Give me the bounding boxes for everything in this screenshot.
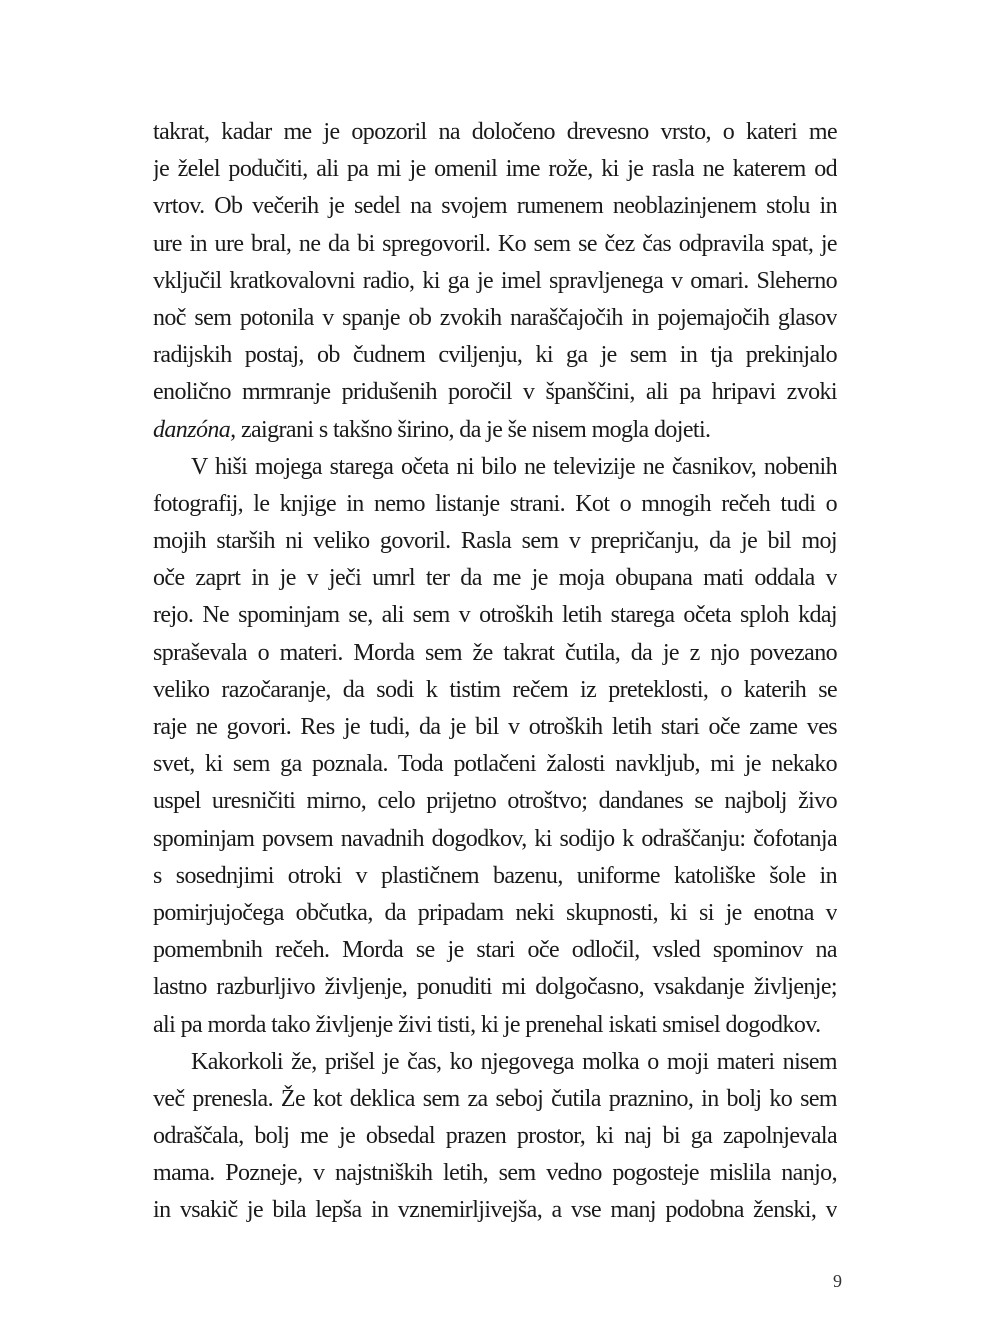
- line-text: spominjam povsem navadnih dogodkov, ki sodijo k odraščanju: čofotanja: [153, 825, 837, 852]
- line-text: vrtov. Ob večerih je sedel na svojem rumenem neoblazinjenem stolu in: [153, 193, 837, 220]
- line-text: s sosednjimi otroki v plastičnem bazenu, uniforme katoliške šole in: [153, 862, 837, 889]
- line-text: oče zaprt in je v ječi umrl ter da me je moja obupana mati oddala v: [153, 565, 837, 592]
- line-text: fotografij, le knjige in nemo listanje strani. Kot o mnogih rečeh tudi o: [153, 490, 837, 517]
- text-line: [153, 709, 837, 746]
- text-line: [153, 114, 837, 151]
- paragraph: [153, 449, 837, 1044]
- line-text: Kakorkoli že, prišel je čas, ko njegovega molka o moji materi nisem: [191, 1048, 837, 1075]
- text-line: [153, 523, 837, 560]
- line-text: V hiši mojega starega očeta ni bilo ne televizije ne časnikov, nobenih: [191, 453, 837, 480]
- text-line: [153, 635, 837, 672]
- text-line: [153, 151, 837, 188]
- line-text: zaigrani s takšno širino, da je še nisem mogla dojeti.: [235, 416, 711, 443]
- text-line: [153, 821, 837, 858]
- text-line: [153, 895, 837, 932]
- text-line: [153, 597, 837, 634]
- text-line: [153, 263, 837, 300]
- italic-word: danzóna,: [153, 416, 236, 443]
- line-text: uspel uresničiti mirno, celo prijetno otroštvo; dandanes se najbolj živo: [153, 788, 837, 815]
- text-line: [153, 1044, 837, 1081]
- line-text: spraševala o materi. Morda sem že takrat čutila, da je z njo povezano: [153, 639, 837, 666]
- line-text: svet, ki sem ga poznala. Toda potlačeni žalosti navkljub, mi je nekako: [153, 751, 837, 778]
- line-text: je želel podučiti, ali pa mi je omenil ime rože, ki je rasla ne katerem od: [153, 156, 837, 183]
- paragraph: [153, 1044, 837, 1230]
- line-text: in vsakič je bila lepša in vznemirljivejša, a vse manj podobna ženski, v: [153, 1197, 837, 1224]
- text-line: [153, 969, 837, 1006]
- text-line: [153, 858, 837, 895]
- line-text: radijskih postaj, ob čudnem cviljenju, ki ga je sem in tja prekinjalo: [153, 342, 837, 369]
- text-line: [153, 1155, 837, 1192]
- line-text: mojih starših ni veliko govoril. Rasla sem v prepričanju, da je bil moj: [153, 528, 837, 555]
- text-line: [153, 560, 837, 597]
- text-line: [153, 746, 837, 783]
- text-line: [153, 1007, 837, 1044]
- text-line: [153, 1081, 837, 1118]
- line-text: takrat, kadar me je opozoril na določeno drevesno vrsto, o kateri me: [153, 119, 837, 145]
- text-line: [153, 337, 837, 374]
- line-text: noč sem potonila v spanje ob zvokih naraščajočih in pojemajočih glasov: [153, 304, 837, 331]
- text-line: [153, 1118, 837, 1155]
- line-text: lastno razburljivo življenje, ponuditi mi dolgočasno, vsakdanje življenje;: [153, 974, 837, 1001]
- line-text: pomembnih rečeh. Morda se je stari oče odločil, vsled spominov na: [153, 937, 837, 964]
- line-text: raje ne govori. Res je tudi, da je bil v otroških letih stari oče zame ves: [153, 714, 837, 740]
- paragraph: [153, 114, 837, 449]
- line-text: vključil kratkovalovni radio, ki ga je imel spravljenega v omari. Sleherno: [153, 267, 837, 294]
- line-text: mama. Pozneje, v najstniških letih, sem vedno pogosteje mislila nanjo,: [153, 1160, 837, 1187]
- text-line: [153, 672, 837, 709]
- text-line: [153, 449, 837, 486]
- line-text: ali pa morda tako življenje živi tisti, ki je prenehal iskati smisel dogodkov.: [153, 1011, 821, 1038]
- text-line: [153, 783, 837, 820]
- text-line: [153, 1192, 837, 1229]
- line-text: enolično mrmranje pridušenih poročil v španščini, ali pa hripavi zvoki: [153, 379, 837, 406]
- text-line: [153, 932, 837, 969]
- text-line: [153, 188, 837, 225]
- text-line: [153, 486, 837, 523]
- line-text: odraščala, bolj me je obsedal prazen prostor, ki naj bi ga zapolnjevala: [153, 1123, 837, 1150]
- line-text: rejo. Ne spominjam se, ali sem v otroških letih starega očeta sploh kdaj: [153, 602, 837, 629]
- line-text: veliko razočaranje, da sodi k tistim rečem iz preteklosti, o katerih se: [153, 676, 837, 703]
- line-text: ure in ure bral, ne da bi spregovoril. Ko sem se čez čas odpravila spat, je: [153, 230, 837, 257]
- text-line: [153, 300, 837, 337]
- line-text: pomirjujočega občutka, da pripadam neki skupnosti, ki si je enotna v: [153, 899, 837, 926]
- line-text: več prenesla. Že kot deklica sem za seboj čutila praznino, in bolj ko sem: [153, 1085, 837, 1112]
- page-number: 9: [833, 1271, 842, 1291]
- text-line: [153, 226, 837, 263]
- body-text: [153, 114, 837, 1230]
- text-line: [153, 374, 837, 411]
- text-line: [153, 412, 837, 449]
